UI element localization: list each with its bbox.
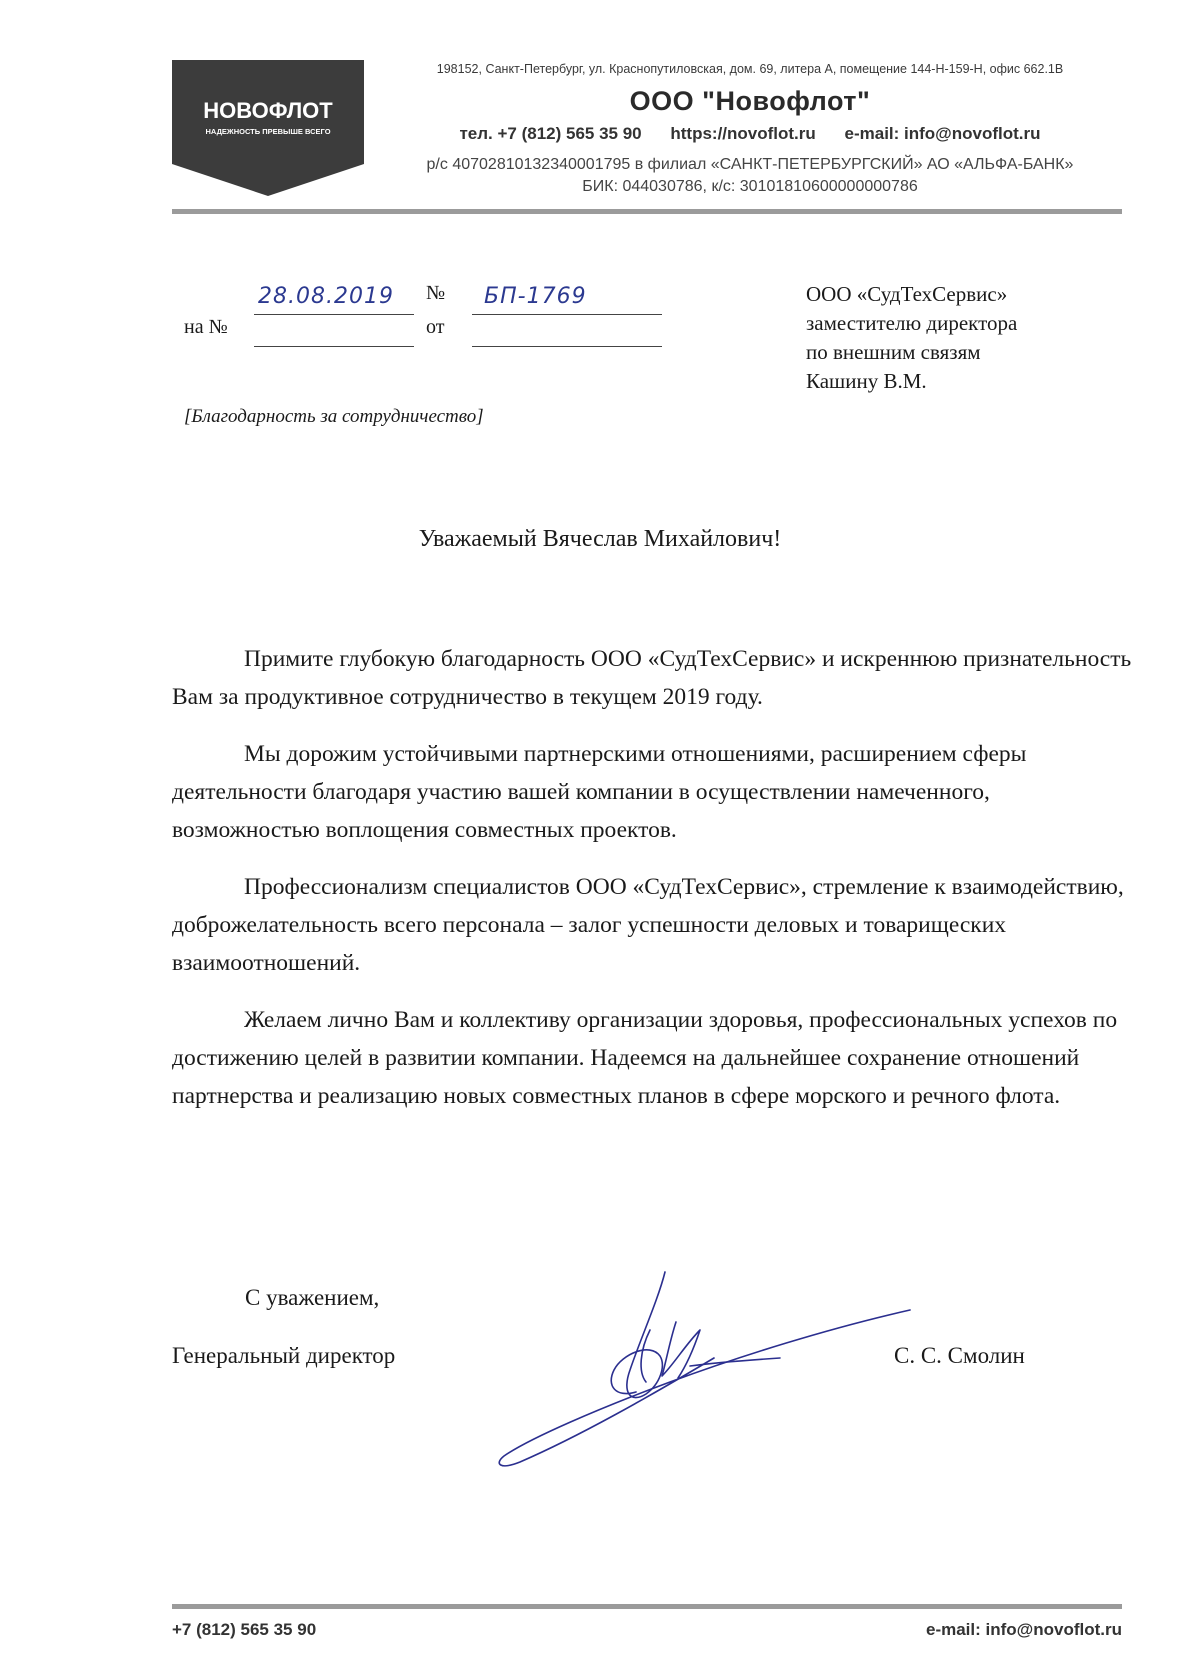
body-paragraph: Желаем лично Вам и коллективу организации здоровья, профессиональных успехов по достижению целей в развитии компании. Надеемся на дальнейшее сохранение отношений партнерства и реализацию новых совместных планов в сфере морского и речного флота. [172, 1007, 1118, 1109]
company-name: ООО "Новофлот" [629, 86, 871, 116]
company-website[interactable]: https://novoflot.ru [670, 124, 816, 143]
greeting: Уважаемый Вячеслав Михайлович! [418, 526, 782, 552]
closing-phrase: С уважением, [245, 1285, 380, 1310]
bank-bik: БИК: 044030786, к/с: 30101810600000000786 [582, 178, 918, 195]
outgoing-date: 28.08.2019 [258, 284, 394, 309]
bank-account: р/с 40702810132340001795 в филиал «САНКТ-ПЕТЕРБУРГСКИЙ» АО «АЛЬФА-БАНК» [426, 156, 1074, 173]
letter-body [172, 640, 1132, 1134]
reply-date-label: от [426, 316, 445, 338]
logo-name: НОВОФЛОТ [203, 98, 333, 123]
recipient-line: по внешним связям [806, 340, 981, 364]
footer-email[interactable]: e-mail: info@novoflot.ru [925, 1620, 1122, 1639]
header-divider [172, 209, 1122, 214]
reply-number-field [254, 316, 414, 347]
recipient-line: заместителю директора [806, 311, 1018, 335]
company-contacts [380, 124, 1120, 144]
company-email[interactable]: e-mail: info@novoflot.ru [844, 124, 1041, 143]
logo-tagline: НАДЕЖНОСТЬ ПРЕВЫШЕ ВСЕГО [205, 127, 331, 136]
handwritten-signature [490, 1270, 920, 1470]
signature-icon [490, 1270, 920, 1470]
outgoing-number: БП-1769 [484, 284, 587, 309]
footer-phone: +7 (812) 565 35 90 [172, 1620, 317, 1639]
reply-number-label: на № [184, 316, 228, 338]
signatory-name: С. С. Смолин [894, 1343, 1025, 1368]
footer-divider [172, 1604, 1122, 1609]
recipient-block [806, 280, 1017, 396]
body-paragraph: Мы дорожим устойчивыми партнерскими отношениями, расширением сферы деятельности благодаря участию вашей компании в осуществлении намеченного, возможностью воплощения совместных проектов. [172, 741, 1027, 843]
company-address: 198152, Санкт-Петербург, ул. Краснопутиловская, дом. 69, литера А, помещение 144-Н-159-Н, офис 662.1В [436, 62, 1064, 76]
body-paragraph: Примите глубокую благодарность ООО «СудТехСервис» и искреннюю признательность Вам за продуктивное сотрудничество в текущем 2019 году. [172, 646, 1132, 710]
recipient-line: Кашину В.М. [806, 369, 927, 393]
letter-subject: [Благодарность за сотрудничество] [184, 406, 484, 427]
signatory-position: Генеральный директор [172, 1343, 396, 1368]
company-phone: тел. +7 (812) 565 35 90 [459, 124, 642, 143]
body-paragraph: Профессионализм специалистов ООО «СудТехСервис», стремление к взаимодействию, доброжелательность всего персонала – залог успешности деловых и товарищеских взаимоотношений. [172, 874, 1124, 976]
company-logo [172, 60, 364, 196]
number-label: № [426, 282, 446, 304]
recipient-line: ООО «СудТехСервис» [806, 282, 1008, 306]
reply-date-field [472, 316, 662, 347]
logo-shield-icon [172, 60, 364, 196]
